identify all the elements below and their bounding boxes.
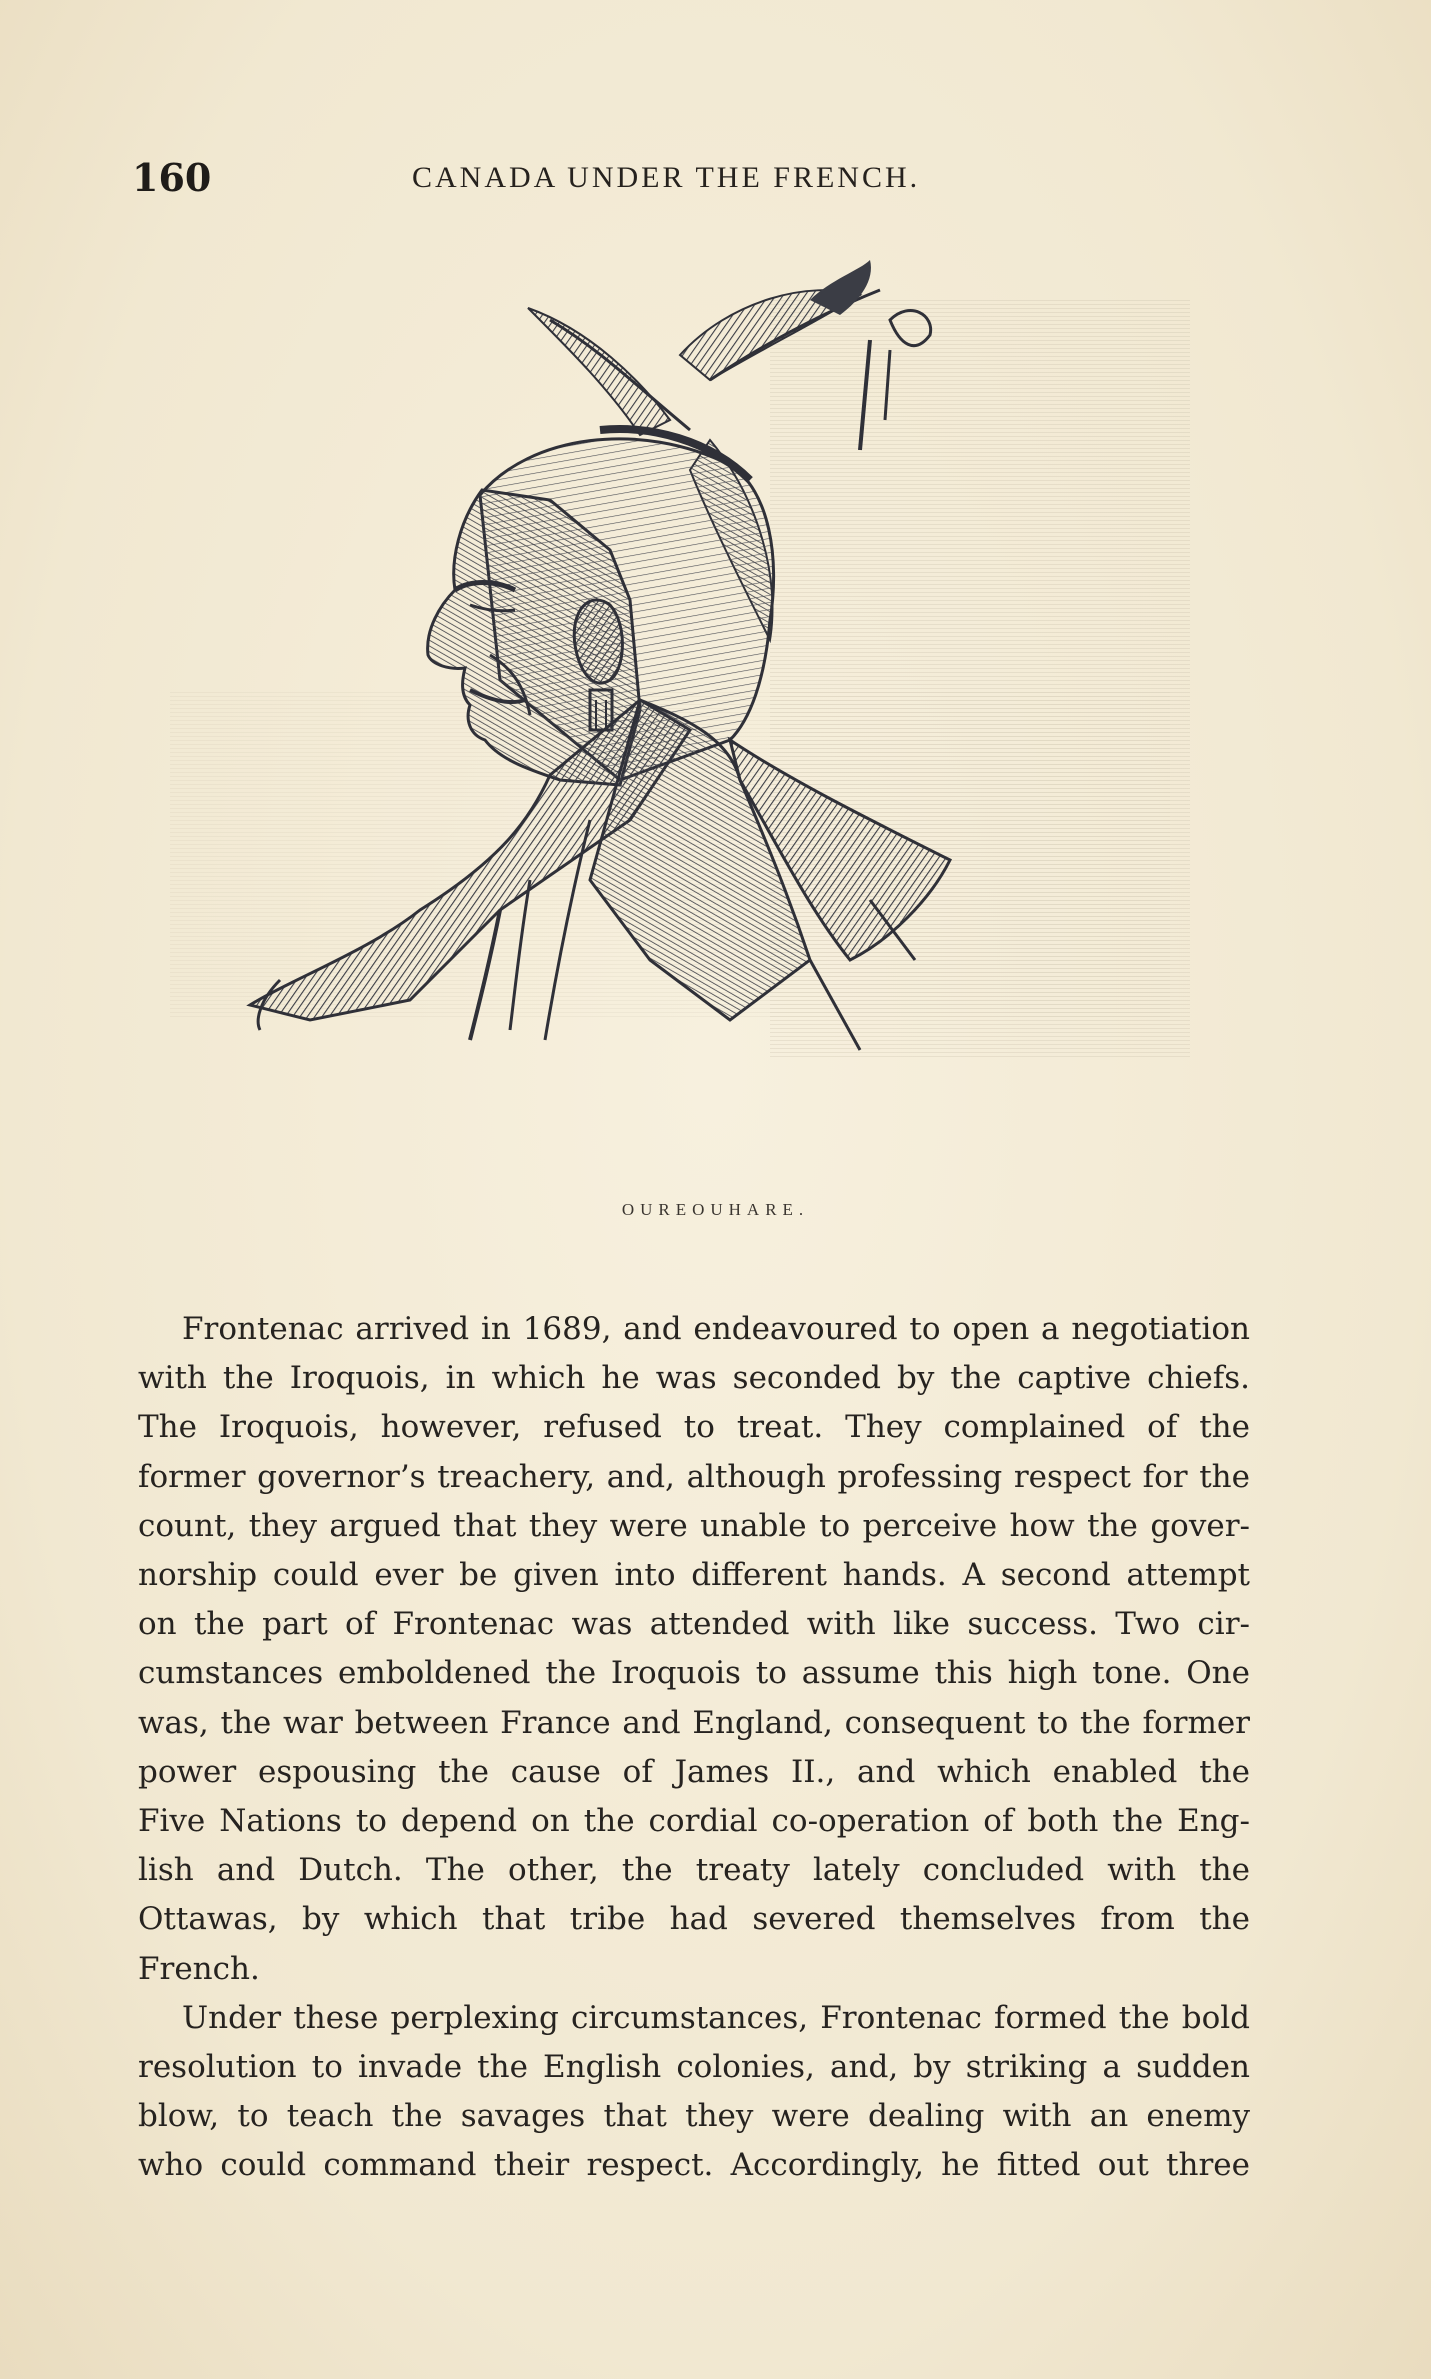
page-number: 160 xyxy=(132,155,212,200)
text-line: on the part of Frontenac was attended with like success. Two cir- xyxy=(138,1606,1250,1643)
body-text xyxy=(138,1305,1250,2191)
text-line: count, they argued that they were unable to perceive how the gover- xyxy=(138,1507,1250,1544)
text-line: Five Nations to depend on the cordial co-operation of both the Eng- xyxy=(138,1803,1250,1840)
text-line: Ottawas, by which that tribe had severed themselves from the xyxy=(138,1901,1250,1938)
text-line: who could command their respect. Accordingly, he fitted out three xyxy=(138,2147,1250,2184)
running-title: CANADA UNDER THE FRENCH. xyxy=(412,161,921,194)
plate-caption: OUREOUHARE. xyxy=(621,1200,810,1219)
text-line: power espousing the cause of James II., and which enabled the xyxy=(138,1753,1250,1790)
text-line: cumstances emboldened the Iroquois to assume this high tone. One xyxy=(138,1655,1250,1692)
running-head xyxy=(132,155,1292,205)
text-line: was, the war between France and England, consequent to the former xyxy=(138,1704,1250,1741)
paragraph-1 xyxy=(138,1305,1250,1994)
text-line: norship could ever be given into different hands. A second attempt xyxy=(138,1557,1250,1594)
text-line: with the Iroquois, in which he was seconded by the captive chiefs. xyxy=(138,1360,1250,1397)
engraved-portrait xyxy=(170,260,1230,1180)
text-line: former governor’s treachery, and, although professing respect for the xyxy=(138,1458,1250,1495)
portrait-engraving-icon xyxy=(170,260,1230,1180)
text-line: Under these perplexing circumstances, Frontenac formed the bold xyxy=(182,1999,1250,2036)
text-line: The Iroquois, however, refused to treat. They complained of the xyxy=(138,1409,1250,1446)
text-line: blow, to teach the savages that they were dealing with an enemy xyxy=(138,2098,1250,2135)
text-line: French. xyxy=(138,1950,260,1987)
text-line: lish and Dutch. The other, the treaty lately concluded with the xyxy=(138,1852,1250,1889)
text-line: resolution to invade the English colonies, and, by striking a sudden xyxy=(138,2049,1250,2086)
text-line: Frontenac arrived in 1689, and endeavoured to open a negotiation xyxy=(182,1311,1250,1347)
paragraph-2 xyxy=(138,1994,1250,2191)
